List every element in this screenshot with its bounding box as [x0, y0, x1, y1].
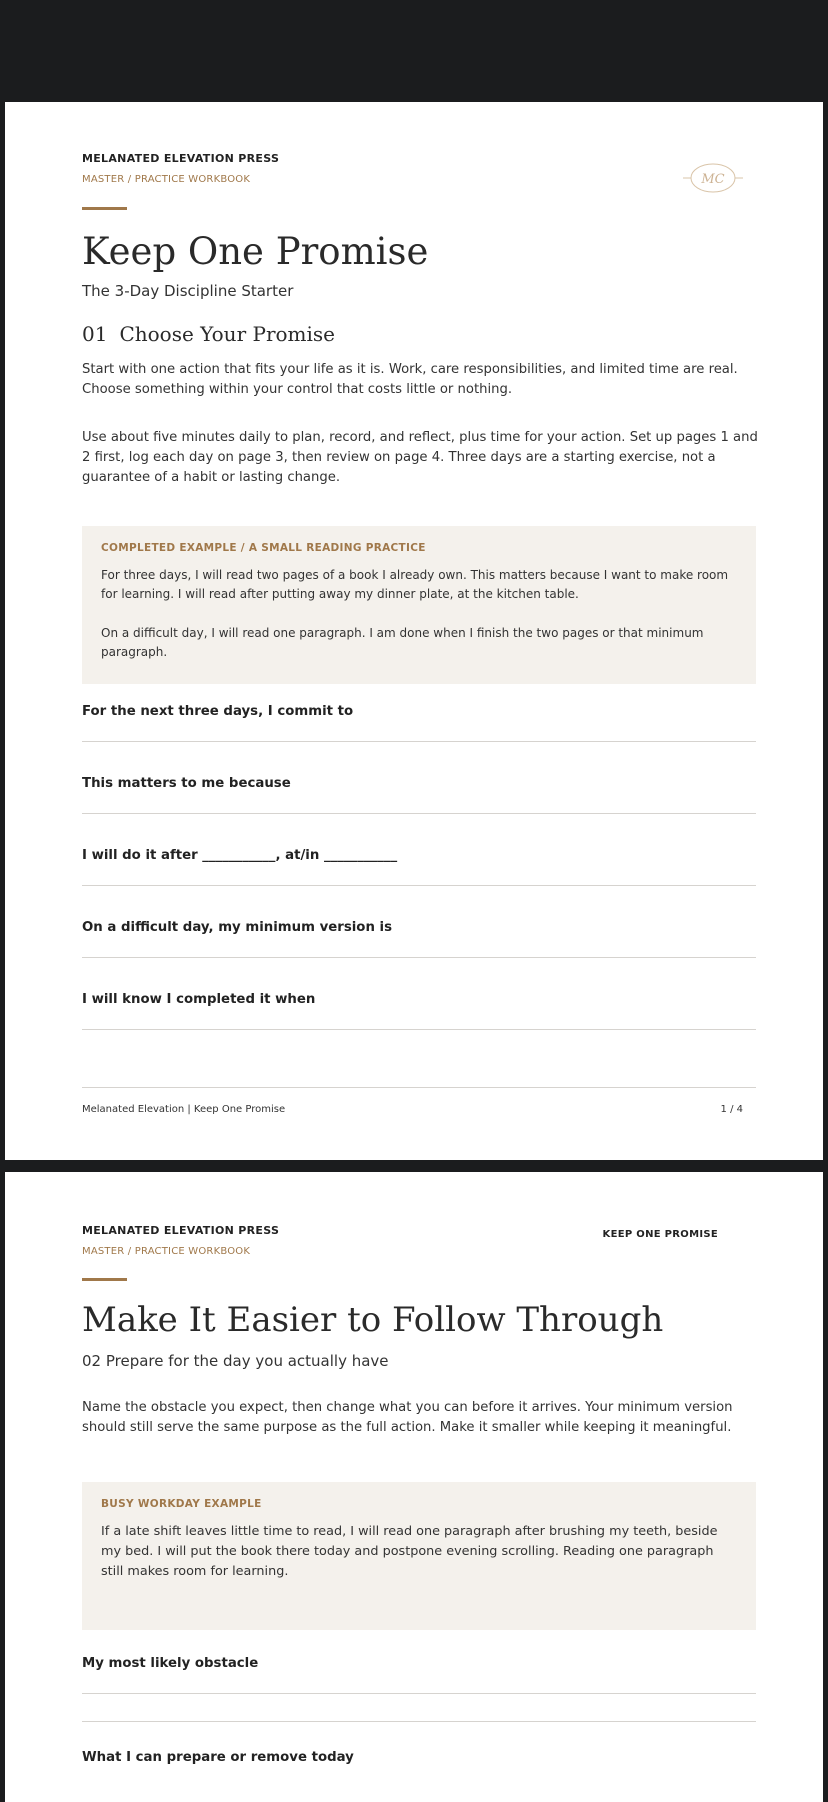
page-subtitle: 02 Prepare for the day you actually have — [82, 1352, 389, 1370]
prompt-label: This matters to me because — [82, 776, 291, 791]
example-label: COMPLETED EXAMPLE / A SMALL READING PRACTICE — [101, 542, 426, 554]
completion-prompt — [82, 992, 756, 1007]
example-box — [82, 526, 756, 684]
accent-rule — [82, 1278, 127, 1281]
example-text: On a difficult day, I will read one paragraph. I am done when I finish the two pages or that minimum paragraph. — [101, 626, 704, 659]
example-box — [82, 1482, 756, 1630]
commit-prompt — [82, 704, 756, 719]
prompt-label: I will know I completed it when — [82, 992, 316, 1007]
prompt-label: What I can prepare or remove today — [82, 1750, 354, 1765]
running-head: KEEP ONE PROMISE — [602, 1229, 718, 1240]
page-title: Make It Easier to Follow Through — [82, 1300, 664, 1340]
section-title: Choose Your Promise — [119, 322, 335, 346]
footer-rule — [82, 1087, 756, 1088]
workbook-page-1 — [5, 102, 823, 1160]
intro-paragraph: Name the obstacle you expect, then change what you can before it arrives. Your minimum version should still serve the same purpose as the full action. Make it smaller while keeping it meaningful. — [82, 1400, 733, 1435]
breadcrumb: MASTER / PRACTICE WORKBOOK — [82, 1246, 251, 1257]
accent-rule — [82, 207, 127, 210]
minimum-prompt — [82, 920, 756, 935]
write-line[interactable] — [82, 957, 756, 958]
breadcrumb: MASTER / PRACTICE WORKBOOK — [82, 174, 251, 185]
write-line[interactable] — [82, 1693, 756, 1694]
example-label: BUSY WORKDAY EXAMPLE — [101, 1498, 262, 1510]
obstacle-prompt — [82, 1656, 756, 1671]
write-line[interactable] — [82, 1721, 756, 1722]
page-number: 1 / 4 — [720, 1104, 743, 1115]
prompt-label: My most likely obstacle — [82, 1656, 259, 1671]
example-text: If a late shift leaves little time to read, I will read one paragraph after brushing my teeth, beside my bed. I will put the book there today and postpone evening scrolling. Reading one paragraph still makes room for learning. — [101, 1524, 718, 1579]
cue-prompt — [82, 848, 756, 863]
page-subtitle: The 3-Day Discipline Starter — [82, 282, 294, 300]
prompt-label: I will do it after ___________, at/in ___________ — [82, 848, 398, 863]
publisher-name: MELANATED ELEVATION PRESS — [82, 1224, 280, 1237]
intro-paragraph: Start with one action that fits your life as it is. Work, care responsibilities, and limited time are real. Choose something within your control that costs little or nothing. — [82, 362, 738, 397]
reason-prompt — [82, 776, 756, 791]
instructions-paragraph: Use about five minutes daily to plan, record, and reflect, plus time for your action. Set up pages 1 and 2 first, log each day on page 3, then review on page 4. Three days are a starting exercise, not a guarantee of a habit or lasting change. — [82, 430, 758, 485]
footer-title: Melanated Elevation | Keep One Promise — [82, 1104, 286, 1115]
prepare-prompt — [82, 1750, 756, 1765]
workbook-page-2 — [5, 1172, 823, 1802]
publisher-name: MELANATED ELEVATION PRESS — [82, 152, 280, 165]
prompt-label: On a difficult day, my minimum version is — [82, 920, 393, 935]
write-line[interactable] — [82, 741, 756, 742]
section-number: 01 — [82, 322, 108, 346]
write-line[interactable] — [82, 813, 756, 814]
section-heading — [82, 322, 335, 346]
page-title: Keep One Promise — [82, 230, 429, 273]
write-line[interactable] — [82, 1029, 756, 1030]
example-text: For three days, I will read two pages of a book I already own. This matters because I want to make room for learning. I will read after putting away my dinner plate, at the kitchen table. — [101, 568, 729, 601]
monogram-logo — [683, 162, 743, 194]
logo-text: MC — [701, 172, 725, 187]
prompt-label: For the next three days, I commit to — [82, 704, 354, 719]
write-line[interactable] — [82, 885, 756, 886]
